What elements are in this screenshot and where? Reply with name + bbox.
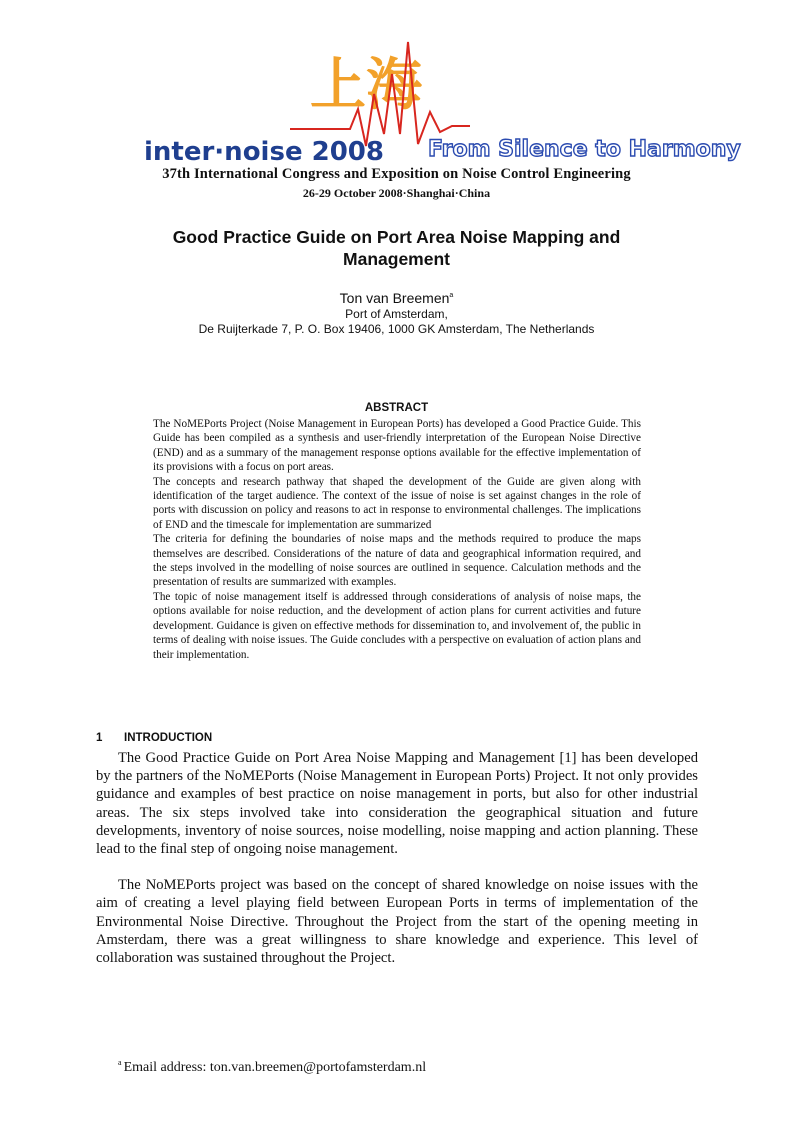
section-title: INTRODUCTION [124, 732, 213, 744]
paper-title: Good Practice Guide on Port Area Noise Mapping and Management [172, 227, 621, 269]
inter-noise-2008-logo [140, 34, 741, 167]
footnote-email: Email address: ton.van.breemen@portofamsterdam.nl [123, 1060, 427, 1075]
conference-title: 37th International Congress and Exposition on Noise Control Engineering [162, 166, 631, 182]
body-paragraph: The Good Practice Guide on Port Area Noise Mapping and Management [1] has been developed by the partners of the NoMEPorts (Noise Management in European Ports) Project. It not only provides guidance and examples of best practice on noise management in ports, but also for other industrial areas. The six steps involved take into consideration the geographical situation and future developments, inventory of noise sources, noise modelling, noise mapping and action planning. These lead to the final step of ongoing noise management. [96, 750, 698, 858]
logo-tagline: From Silence to Harmony [428, 137, 741, 162]
conference-dates: 26-29 October 2008·Shanghai·China [302, 186, 491, 200]
author-block [0, 287, 793, 337]
section-number: 1 [96, 732, 103, 744]
author-name: Ton van Breemen [339, 290, 450, 306]
abstract-paragraph: The NoMEPorts Project (Noise Management in European Ports) has developed a Good Practice Guide. This Guide has been compiled as a synthesis and user-friendly interpretation of the European Noise Directive (END) and as a summary of the management response options available for the effective implementation of its provisions with a focus on port areas. [153, 418, 641, 474]
footnote-mark: a [118, 1058, 122, 1067]
affiliation-line-1: Port of Amsterdam, [345, 307, 448, 321]
author-footnote-mark: a [449, 292, 454, 299]
abstract-heading: ABSTRACT [364, 402, 429, 414]
section-body [96, 749, 698, 985]
section-heading [96, 732, 212, 744]
logo-chinese-glyphs: 上海 [310, 52, 422, 118]
abstract-body [153, 417, 641, 662]
footnote [118, 1058, 426, 1076]
affiliation-line-2: De Ruijterkade 7, P. O. Box 19406, 1000 GK Amsterdam, The Netherlands [198, 322, 595, 336]
body-paragraph: The NoMEPorts project was based on the concept of shared knowledge on noise issues with the aim of creating a level playing field between European Ports in terms of implementation of the Environmental Noise Directive. Throughout the Project from the start of the opening meeting in Amsterdam, there was a great willingness to share knowledge and experience. This level of collaboration was sustained throughout the Project. [96, 877, 698, 967]
abstract-paragraph: The criteria for defining the boundaries of noise maps and the methods required to produce the maps themselves are described. Considerations of the nature of data and geographical information required, and the steps involved in the modelling of noise sources are outlined in sequence. Calculation methods and the presentation of results are summarized with examples. [153, 533, 641, 589]
abstract-paragraph: The concepts and research pathway that shaped the development of the Guide are given along with identification of the target audience. The context of the issue of noise is set against changes in the role of ports with discussion on policy and reasons to act in response to environmental challenges. The implications of END and the timescale for implementation are summarized [153, 475, 641, 531]
abstract-paragraph: The topic of noise management itself is addressed through considerations of analysis of noise maps, the options available for noise reduction, and the development of action plans for current activities and future development. Guidance is given on effective methods for dissemination to, and involvement of, the public in terms of dealing with noise issues. The Guide concludes with a perspective on evaluation of action plans and their implementation. [153, 590, 641, 661]
author-line [0, 287, 793, 307]
logo-brand-name: inter·noise 2008 [144, 137, 384, 167]
